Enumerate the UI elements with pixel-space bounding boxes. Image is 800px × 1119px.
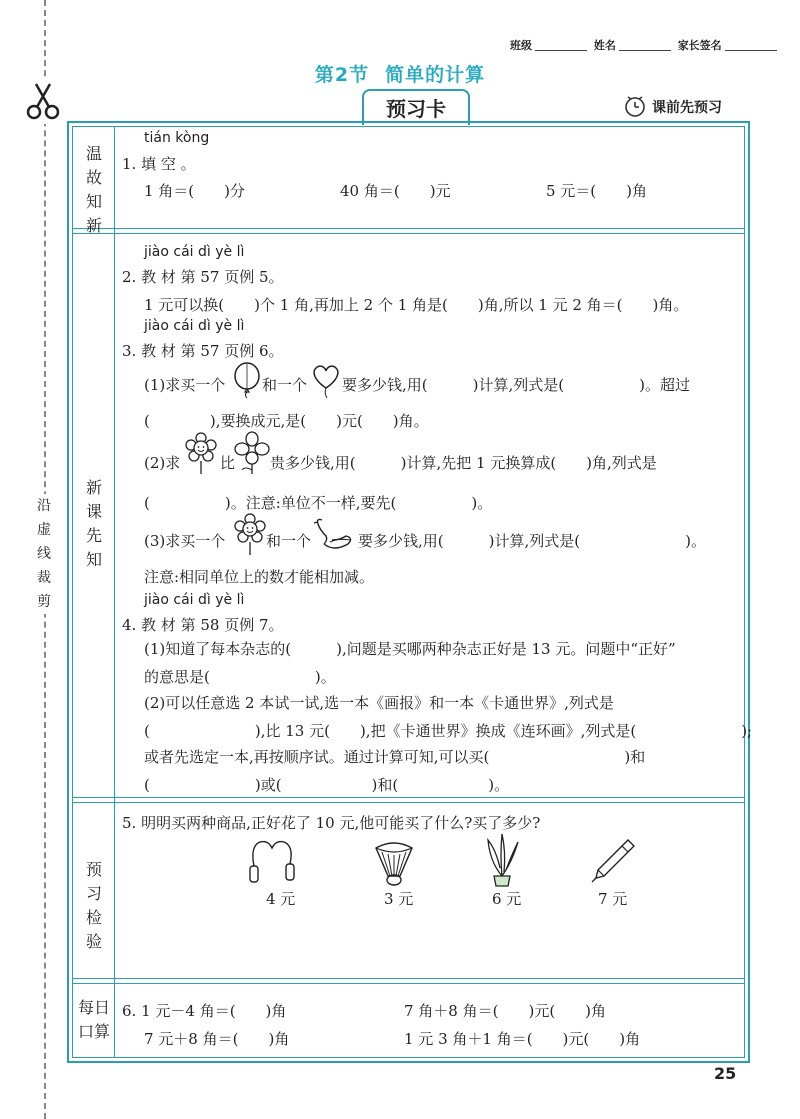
q3-1-d: ( ),要换成元,是( )元( )角。 [144, 412, 429, 430]
q6-d: 1 元 3 角＋1 角＝( )元( )角 [404, 1030, 641, 1048]
section-number: 第2节 [314, 64, 370, 86]
label-daily: 每日 口算 [77, 998, 110, 1041]
balloon-icon [232, 362, 262, 402]
q4-1-b: 的意思是( )。 [144, 668, 336, 686]
price-pen: 7 元 [598, 890, 628, 908]
q3-3-c: 要多少钱,用( )计算,列式是( )。 [358, 532, 706, 550]
q4-title: 4. 教 材 第 58 页例 7。 [122, 616, 284, 634]
label-new: 新 课 先 知 [85, 478, 102, 569]
shuttlecock-icon [372, 836, 416, 890]
q4-pinyin: jiào cái dì yè lì [144, 592, 245, 608]
q3-3-a: (3)求买一个 [144, 532, 226, 550]
divider-check [72, 978, 745, 984]
q1-title: 1. 填 空 。 [122, 155, 196, 173]
q6-b: 7 角＋8 角＝( )元( )角 [404, 1002, 607, 1020]
section-name: 简单的计算 [385, 64, 486, 86]
divider-new [72, 797, 745, 803]
page-number: 25 [714, 1064, 737, 1083]
q4-2-c: 或者先选定一本,再按顺序试。通过计算可知,可以买( )和 [144, 748, 646, 766]
cut-label: 沿 虚 线 裁 剪 [33, 494, 55, 614]
q1-pinyin: tián kòng [144, 130, 210, 146]
q3-2-b: 比 [220, 454, 236, 472]
q1-item-2: 40 角＝( )元 [340, 182, 451, 200]
q4-1-a: (1)知道了每本杂志的( ),问题是买哪两种杂志正好是 13 元。问题中“正好” [144, 640, 676, 658]
q3-1-b: 和一个 [262, 376, 308, 394]
q4-2-b: ( ),比 13 元( ),把《卡通世界》换成《连环画》,列式是( ); [144, 722, 753, 740]
plant-icon [482, 832, 522, 892]
q3-1-a: (1)求买一个 [144, 376, 226, 394]
q3-title: 3. 教 材 第 57 页例 6。 [122, 342, 284, 360]
q1-item-1: 1 角＝( )分 [144, 182, 246, 200]
label-review: 温 故 知 新 [85, 144, 102, 235]
flower-face-icon [184, 432, 218, 478]
class-label: 班级 [510, 39, 532, 52]
parent-label: 家长签名 [677, 39, 722, 52]
q5-title: 5. 明明买两种商品,正好花了 10 元,他可能买了什么?买了多少? [122, 814, 541, 832]
label-check: 预 习 检 验 [85, 860, 102, 951]
price-plant: 6 元 [492, 890, 522, 908]
q2-title: 2. 教 材 第 57 页例 5。 [122, 268, 284, 286]
class-field[interactable] [535, 50, 587, 51]
divider-review [72, 228, 745, 234]
q2-text: 1 元可以换( )个 1 角,再加上 2 个 1 角是( )角,所以 1 元 2 角＝( )角。 [144, 296, 689, 314]
section-title [0, 60, 800, 87]
flower-face-icon-2 [233, 513, 267, 559]
q3-pinyin: jiào cái dì yè lì [144, 318, 245, 334]
jump-rope-icon [246, 836, 300, 890]
price-jump-rope: 4 元 [266, 890, 296, 908]
q3-2-c: 贵多少钱,用( )计算,先把 1 元换算成( )角,列式是 [270, 454, 657, 472]
label-column-divider [114, 126, 115, 1058]
q4-2-a: (2)可以任意选 2 本试一试,选一本《画报》和一本《卡通世界》,列式是 [144, 694, 614, 712]
q2-pinyin: jiào cái dì yè lì [144, 244, 245, 260]
q3-1-c: 要多少钱,用( )计算,列式是( )。超过 [342, 376, 690, 394]
student-info [510, 37, 780, 53]
parent-field[interactable] [725, 50, 777, 51]
heart-balloon-icon [310, 362, 342, 402]
q3-2-a: (2)求 [144, 454, 181, 472]
swan-icon [314, 516, 354, 558]
q3-3-b: 和一个 [266, 532, 312, 550]
q1-item-3: 5 元＝( )角 [546, 182, 648, 200]
preview-label: 课前先预习 [652, 100, 722, 116]
price-shuttlecock: 3 元 [384, 890, 414, 908]
name-field[interactable] [619, 50, 671, 51]
card-title: 预习卡 [386, 97, 446, 121]
q4-2-d: ( )或( )和( )。 [144, 776, 510, 794]
q3-2-d: ( )。注意:单位不一样,要先( )。 [144, 494, 493, 512]
clock-icon [623, 94, 647, 118]
name-label: 姓名 [593, 39, 616, 52]
q6-a: 6. 1 元－4 角＝( )角 [122, 1002, 287, 1020]
clover-flower-icon [234, 432, 270, 478]
q6-c: 7 元＋8 角＝( )角 [144, 1030, 290, 1048]
q3-note: 注意:相同单位上的数才能相加减。 [144, 568, 375, 586]
pen-icon [588, 836, 636, 888]
